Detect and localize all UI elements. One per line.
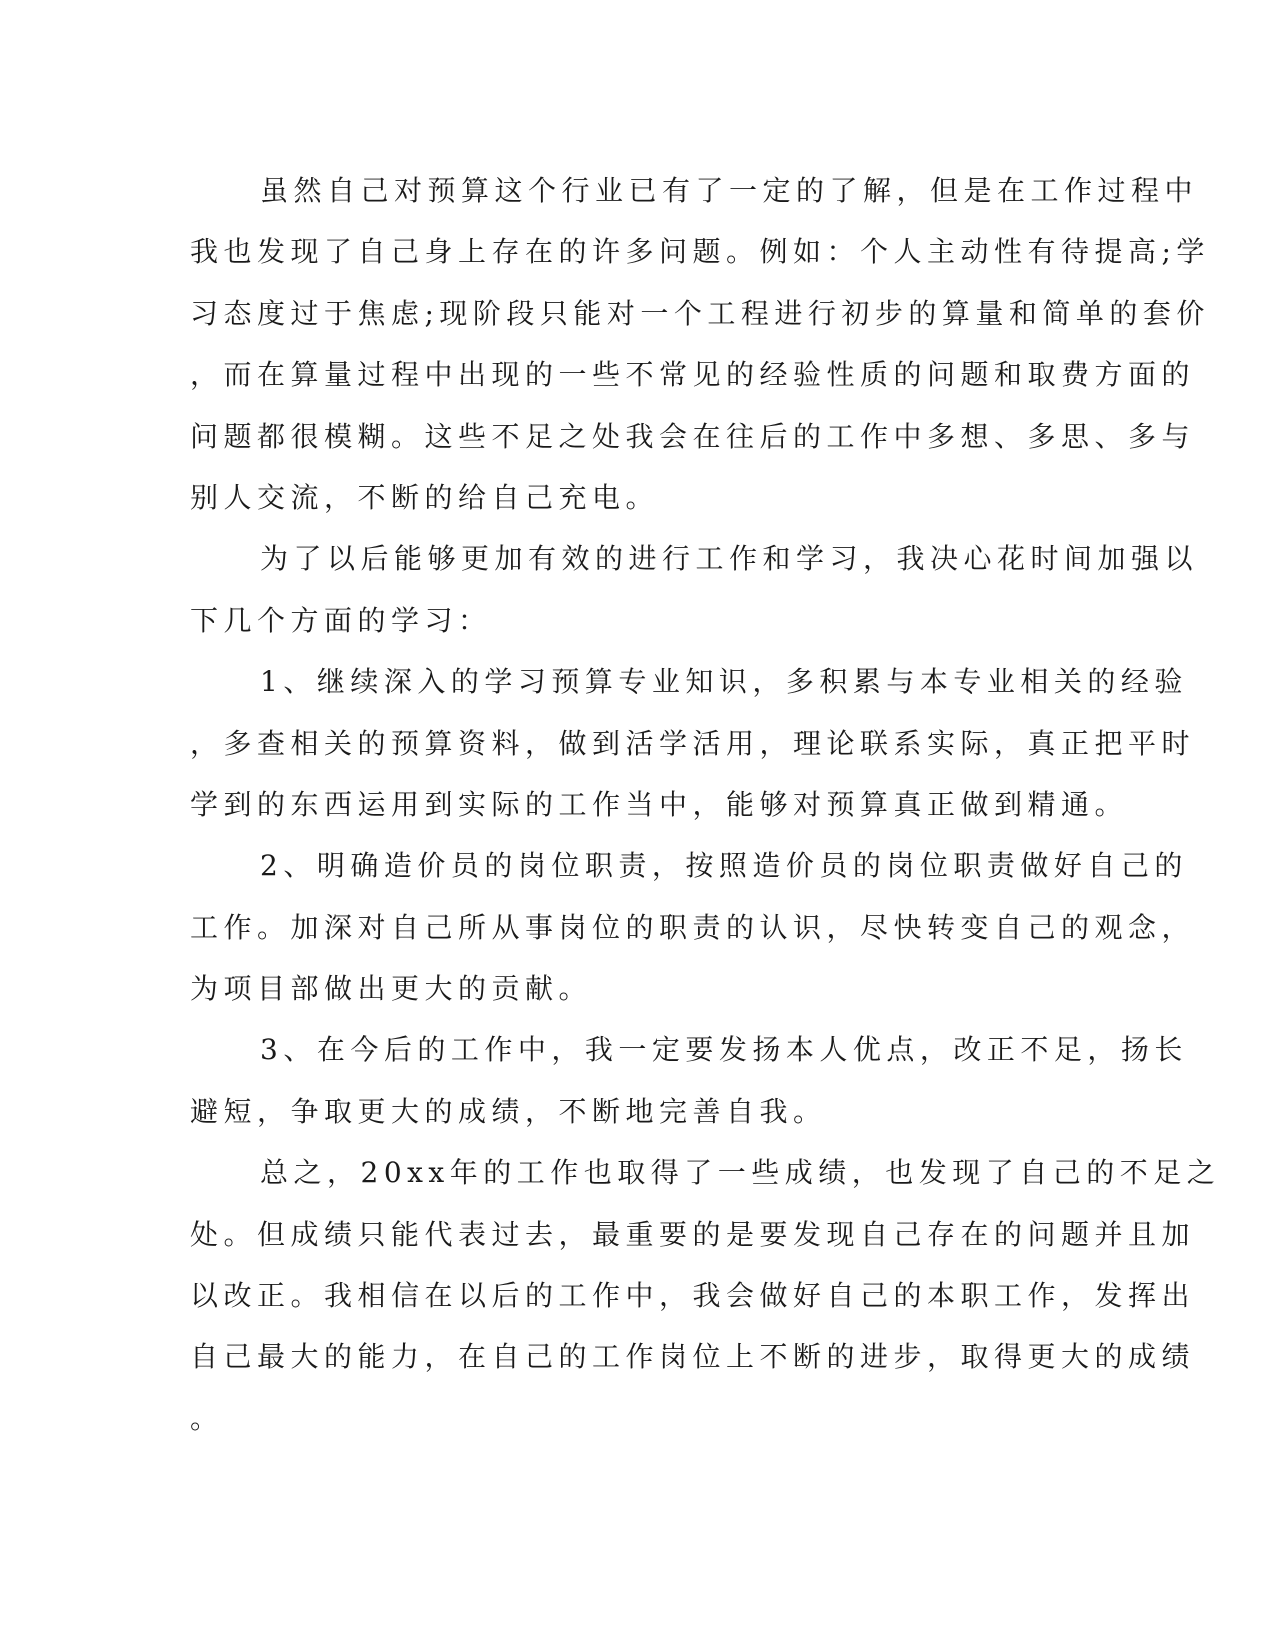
paragraph-line: 为项目部做出更大的贡献。 — [190, 972, 593, 1006]
paragraph-line: 以改正。我相信在以后的工作中，我会做好自己的本职工作，发挥出 — [190, 1279, 1196, 1313]
paragraph-line: 习态度过于焦虑;现阶段只能对一个工程进行初步的算量和简单的套价 — [190, 296, 1210, 330]
paragraph-line: 1、继续深入的学习预算专业知识，多积累与本专业相关的经验 — [260, 665, 1188, 699]
paragraph-self-assessment — [190, 160, 1210, 528]
paragraph-line: 我也发现了自己身上存在的许多问题。例如：个人主动性有待提高;学 — [190, 235, 1210, 269]
paragraph-learning-intro — [190, 528, 1199, 651]
paragraph-line: 学到的东西运用到实际的工作当中，能够对预算真正做到精通。 — [190, 787, 1129, 821]
paragraph-line: ，而在算量过程中出现的一些不常见的经验性质的问题和取费方面的 — [190, 358, 1196, 392]
paragraph-line: 自己最大的能力，在自己的工作岗位上不断的进步，取得更大的成绩 — [190, 1340, 1196, 1374]
document-body — [190, 160, 1221, 1449]
paragraph-line: 。 — [190, 1401, 224, 1435]
paragraph-line: 总之，20xx年的工作也取得了一些成绩，也发现了自己的不足之 — [260, 1156, 1221, 1190]
paragraph-line: 别人交流，不断的给自己充电。 — [190, 480, 660, 514]
list-item-2 — [190, 835, 1196, 1019]
paragraph-line: 工作。加深对自己所从事岗位的职责的认识，尽快转变自己的观念， — [190, 910, 1196, 944]
list-item-3 — [190, 1019, 1188, 1142]
paragraph-line: 避短，争取更大的成绩，不断地完善自我。 — [190, 1094, 827, 1128]
paragraph-line: 处。但成绩只能代表过去，最重要的是要发现自己存在的问题并且加 — [190, 1217, 1196, 1251]
paragraph-line: 虽然自己对预算这个行业已有了一定的了解，但是在工作过程中 — [260, 174, 1199, 207]
paragraph-line: ，多查相关的预算资料，做到活学活用，理论联系实际，真正把平时 — [190, 726, 1196, 760]
paragraph-line: 2、明确造价员的岗位职责，按照造价员的岗位职责做好自己的 — [260, 849, 1188, 883]
paragraph-conclusion — [190, 1142, 1221, 1449]
paragraph-line: 下几个方面的学习： — [190, 603, 492, 637]
paragraph-line: 为了以后能够更加有效的进行工作和学习，我决心花时间加强以 — [260, 542, 1199, 576]
paragraph-line: 3、在今后的工作中，我一定要发扬本人优点，改正不足，扬长 — [260, 1033, 1188, 1067]
list-item-1 — [190, 651, 1196, 835]
paragraph-line: 问题都很模糊。这些不足之处我会在往后的工作中多想、多思、多与 — [190, 419, 1196, 453]
